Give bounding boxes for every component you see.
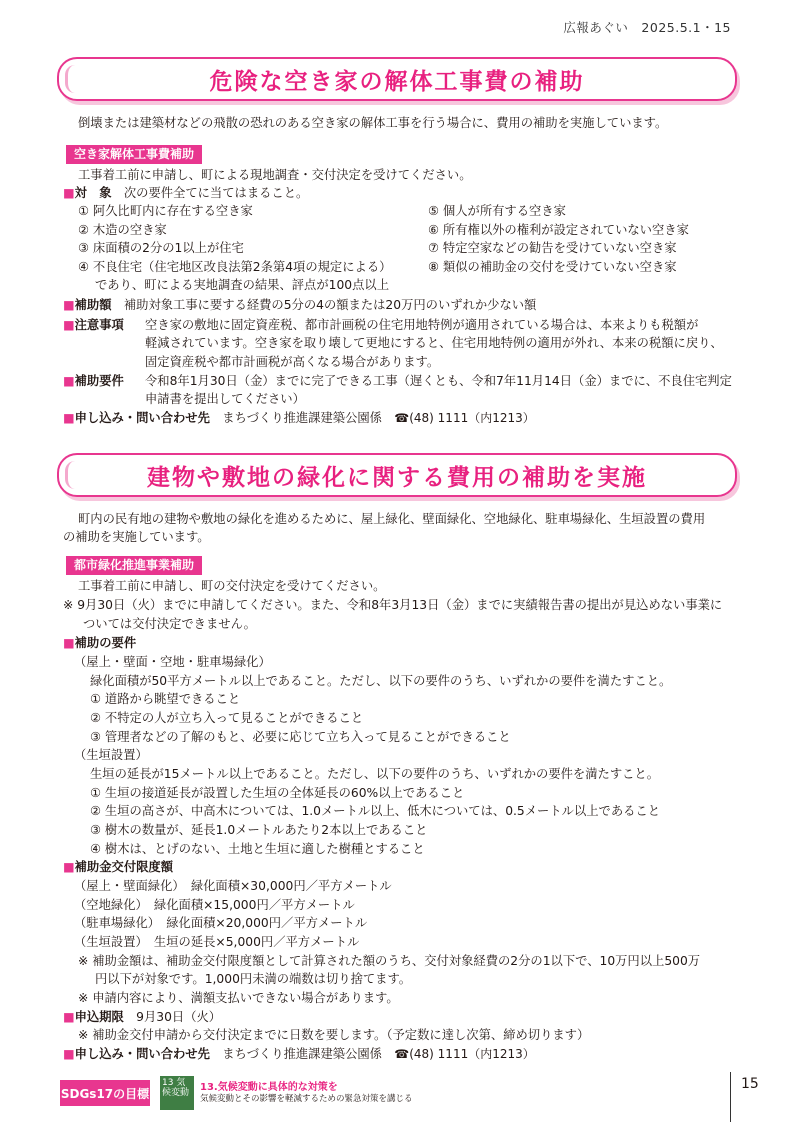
limit-label: 補助金交付限度額 xyxy=(74,860,174,874)
page-header: 広報あぐい 2025.5.1・15 xyxy=(563,20,731,35)
section1-tag: 空き家解体工事費補助 xyxy=(66,145,202,164)
req-group1: （屋上・壁面・空地・駐車場緑化） xyxy=(74,655,271,669)
amount-label: 補助額 xyxy=(74,298,112,312)
req-left-1: ① 阿久比町内に存在する空き家 xyxy=(78,204,253,218)
req-group1-item-3: ③ 管理者などの了解のもと、必要に応じて立ち入って見ることができること xyxy=(90,730,511,744)
req-right-5: ⑤ 個人が所有する空き家 xyxy=(428,204,566,218)
limit-note-3: ※ 申請内容により、満額支払いできない場合があります。 xyxy=(78,991,399,1005)
cond-line-1: 令和8年1月30日（金）までに完了できる工事（遅くとも、令和7年11月14日（金）までに、不良住宅判定 xyxy=(145,374,732,388)
limit-item-3: （駐車場緑化） 緑化面積×20,000円／平方メートル xyxy=(74,916,368,930)
section2-tag: 都市緑化推進事業補助 xyxy=(66,556,202,575)
contact-label-1: 申し込み・問い合わせ先 xyxy=(74,411,210,425)
amount-text: 補助対象工事に要する経費の5分の4の額または20万円のいずれか少ない額 xyxy=(123,298,537,312)
caution-label: 注意事項 xyxy=(74,318,124,332)
req-left-2: ② 木造の空き家 xyxy=(78,223,167,237)
cond-label: 補助要件 xyxy=(74,374,124,388)
limit-item-1: （屋上・壁面緑化） 緑化面積×30,000円／平方メートル xyxy=(74,879,392,893)
req-label-row: ■補助の要件 xyxy=(63,636,137,650)
deadline-label: 申込期限 xyxy=(74,1010,124,1024)
section1-title: 危険な空き家の解体工事費の補助 xyxy=(57,57,737,101)
caution-row: ■注意事項 xyxy=(63,318,124,332)
caution-line-1: 空き家の敷地に固定資産税、都市計画税の住宅用地特例が適用されている場合は、本来よりも税額が xyxy=(145,318,699,332)
contact-label-2: 申し込み・問い合わせ先 xyxy=(74,1047,210,1061)
section2-intro-2: の補助を実施しています。 xyxy=(63,530,210,544)
section2-line1: 工事着工前に申請し、町の交付決定を受けてください。 xyxy=(78,579,386,593)
climate-action-icon: 13 気候変動 xyxy=(160,1076,194,1110)
section1-line1: 工事着工前に申請し、町による現地調査・交付決定を受けてください。 xyxy=(78,168,472,182)
section2-title: 建物や敷地の緑化に関する費用の補助を実施 xyxy=(57,453,737,497)
section2-intro-1: 町内の民有地の建物や敷地の緑化を進めるために、屋上緑化、壁面緑化、空地緑化、駐車場緑化、生垣設置の費用 xyxy=(78,512,706,526)
contact-text-2: まちづくり推進課建築公園係 xyxy=(222,1047,382,1061)
cond-line-2: 申請書を提出してください） xyxy=(145,392,305,406)
req-group2-item-3: ③ 樹木の数量が、延長1.0メートルあたり2本以上であること xyxy=(90,823,428,837)
req-right-8: ⑧ 類似の補助金の交付を受けていない空き家 xyxy=(428,260,677,274)
req-group2-item-4: ④ 樹木は、とげのない、土地と生垣に適した樹種とすること xyxy=(90,842,425,856)
section2-note-2: ついては交付決定できません。 xyxy=(83,617,256,631)
cond-row: ■補助要件 xyxy=(63,374,124,388)
amount-row: ■補助額 補助対象工事に要する経費の5分の4の額または20万円のいずれか少ない額 xyxy=(63,298,537,312)
limit-label-row: ■補助金交付限度額 xyxy=(63,860,174,874)
contact-row-1: ■申し込み・問い合わせ先 まちづくり推進課建築公園係 ☎(48) 1111（内1213） xyxy=(63,411,535,425)
sdg-tag: SDGs17の目標 xyxy=(60,1080,150,1106)
req-group2: （生垣設置） xyxy=(74,748,148,762)
req-right-7: ⑦ 特定空家などの勧告を受けていない空き家 xyxy=(428,241,677,255)
limit-note-1: ※ 補助金額は、補助金交付限度額として計算された額のうち、交付対象経費の2分の1以下で、10万円以上500万 xyxy=(78,954,701,968)
contact-phone-2: ☎(48) 1111（内1213） xyxy=(394,1047,535,1061)
target-label: 対 象 xyxy=(74,186,112,200)
contact-phone-1: ☎(48) 1111（内1213） xyxy=(394,411,535,425)
req-group2-item-2: ② 生垣の高さが、中高木については、1.0メートル以上、低木については、0.5メートル以上であること xyxy=(90,804,661,818)
req-group2-text: 生垣の延長が15メートル以上であること。ただし、以下の要件のうち、いずれかの要件を満たすこと。 xyxy=(90,767,660,781)
req-left-4-cont: であり、町による実地調査の結果、評点が100点以上 xyxy=(95,278,390,292)
req-group1-text: 緑化面積が50平方メートル以上であること。ただし、以下の要件のうち、いずれかの要件を満たすこと。 xyxy=(90,674,672,688)
section2-note-1: ※ 9月30日（火）までに申請してください。また、令和8年3月13日（金）までに実績報告書の提出が見込めない事業に xyxy=(63,598,723,612)
target-row: ■対 象 次の要件全てに当てはまること。 xyxy=(63,186,309,200)
deadline-note: ※ 補助金交付申請から交付決定までに日数を要します。（予定数に達し次第、締め切ります） xyxy=(78,1028,590,1042)
deadline-text: 9月30日（火） xyxy=(136,1010,222,1024)
req-group2-item-1: ① 生垣の接道延長が設置した生垣の全体延長の60%以上であること xyxy=(90,786,465,800)
req-left-3: ③ 床面積の2分の1以上が住宅 xyxy=(78,241,244,255)
sdg-title: 13.気候変動に具体的な対策を xyxy=(200,1082,338,1093)
caution-line-2: 軽減されています。空き家を取り壊して更地にすると、住宅用地特例の適用が外れ、本来の税額に戻り、 xyxy=(145,336,723,350)
deadline-row: ■申込期限 9月30日（火） xyxy=(63,1010,222,1024)
footer-divider xyxy=(730,1072,731,1122)
limit-item-2: （空地緑化） 緑化面積×15,000円／平方メートル xyxy=(74,898,355,912)
sdg-subtitle: 気候変動とその影響を軽減するための緊急対策を講じる xyxy=(200,1094,413,1104)
section1-intro: 倒壊または建築材などの飛散の恐れのある空き家の解体工事を行う場合に、費用の補助を実施しています。 xyxy=(78,116,668,130)
contact-text-1: まちづくり推進課建築公園係 xyxy=(222,411,382,425)
limit-item-4: （生垣設置） 生垣の延長×5,000円／平方メートル xyxy=(74,935,360,949)
req-label: 補助の要件 xyxy=(74,636,137,650)
req-group1-item-1: ① 道路から眺望できること xyxy=(90,692,241,706)
caution-line-3: 固定資産税や都市計画税が高くなる場合があります。 xyxy=(145,355,440,369)
page-number: 15 xyxy=(741,1076,759,1092)
req-right-6: ⑥ 所有権以外の権利が設定されていない空き家 xyxy=(428,223,689,237)
limit-note-2: 円以下が対象です。1,000円未満の端数は切り捨てます。 xyxy=(95,972,412,986)
target-text: 次の要件全てに当てはまること。 xyxy=(123,186,309,200)
contact-row-2: ■申し込み・問い合わせ先 まちづくり推進課建築公園係 ☎(48) 1111（内1213） xyxy=(63,1047,535,1061)
req-group1-item-2: ② 不特定の人が立ち入って見ることができること xyxy=(90,711,364,725)
req-left-4: ④ 不良住宅（住宅地区改良法第2条第4項の規定による） xyxy=(78,260,392,274)
